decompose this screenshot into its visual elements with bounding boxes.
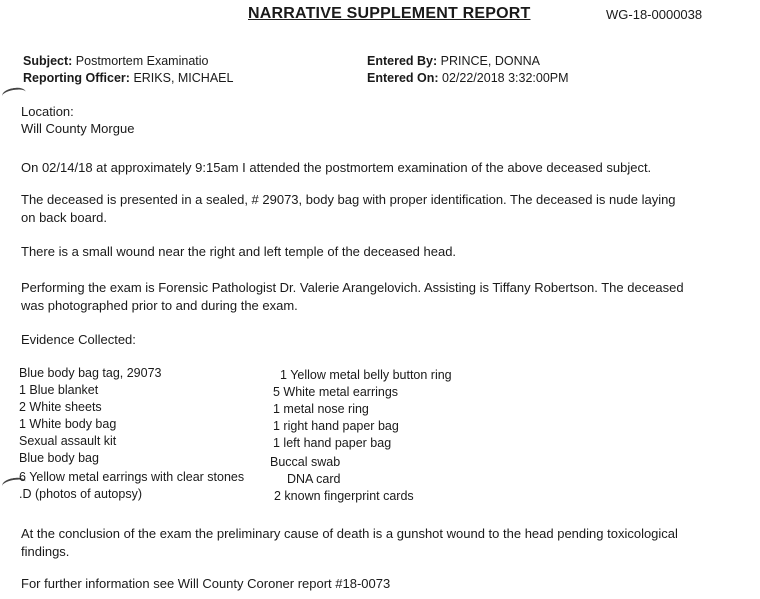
evidence-item-right: 1 Yellow metal belly button ring [280, 368, 452, 382]
reporting-officer-value: ERIKS, MICHAEL [133, 71, 234, 85]
evidence-item-left: 2 White sheets [19, 400, 102, 414]
entered-on-label: Entered On: [367, 71, 439, 85]
reporting-officer-label: Reporting Officer: [23, 71, 130, 85]
evidence-item-left: Blue body bag tag, 29073 [19, 366, 162, 380]
evidence-heading: Evidence Collected: [21, 332, 136, 347]
evidence-item-right: 2 known fingerprint cards [274, 489, 414, 503]
paragraph-attendance: On 02/14/18 at approximately 9:15am I attended the postmortem examination of the above deceased subject. [21, 160, 652, 175]
evidence-item-right: 1 right hand paper bag [273, 419, 399, 433]
location-value: Will County Morgue [21, 121, 135, 136]
evidence-item-right: 1 left hand paper bag [273, 436, 392, 450]
evidence-item-left: 6 Yellow metal earrings with clear stones [19, 470, 245, 484]
paragraph-body-bag: The deceased is presented in a sealed, # 29073, body bag with proper identification. The deceased is nude laying on back board. [21, 192, 676, 225]
evidence-item-left: .D (photos of autopsy) [19, 487, 142, 501]
location-label: Location: [21, 104, 74, 119]
scan-mark [1, 86, 27, 102]
case-number: WG-18-0000038 [606, 7, 703, 22]
subject-line [23, 54, 208, 68]
evidence-item-left: Sexual assault kit [19, 434, 117, 448]
evidence-item-right: Buccal swab [270, 455, 341, 469]
evidence-item-left: 1 White body bag [19, 417, 117, 431]
subject-label: Subject: [23, 54, 73, 68]
evidence-item-right: 1 metal nose ring [273, 402, 369, 416]
paragraph-conclusion: At the conclusion of the exam the preliminary cause of death is a gunshot wound to the head pending toxicological findings. [21, 526, 678, 559]
subject-value: Postmortem Examinatio [75, 54, 209, 68]
entered-by-value: PRINCE, DONNA [440, 54, 540, 68]
paragraph-further-info: For further information see Will County Coroner report #18-0073 [21, 576, 391, 591]
evidence-item-right: 5 White metal earrings [273, 385, 399, 399]
evidence-item-left: Blue body bag [19, 451, 99, 465]
report-title: NARRATIVE SUPPLEMENT REPORT [248, 5, 531, 22]
reporting-officer-line [23, 71, 233, 85]
paragraph-wound: There is a small wound near the right and left temple of the deceased head. [21, 244, 457, 259]
entered-by-line [367, 54, 540, 68]
entered-by-label: Entered By: [367, 54, 438, 68]
paragraph-pathologist: Performing the exam is Forensic Pathologist Dr. Valerie Arangelovich. Assisting is Tiffany Robertson. The deceased was photographed prior to and during the exam. [21, 280, 684, 313]
entered-on-value: 02/22/2018 3:32:00PM [442, 71, 569, 85]
evidence-item-left: 1 Blue blanket [19, 383, 99, 397]
evidence-item-right: DNA card [287, 472, 341, 486]
entered-on-line [367, 71, 569, 85]
